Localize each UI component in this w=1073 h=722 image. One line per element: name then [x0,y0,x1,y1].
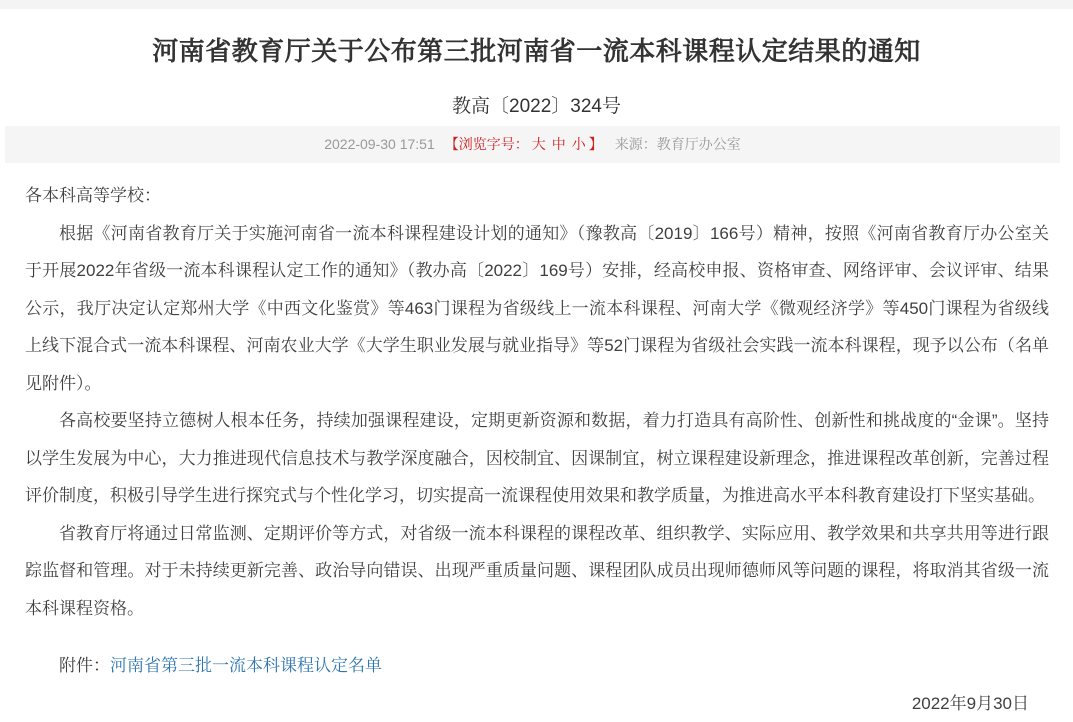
publish-datetime: 2022-09-30 17:51 [324,136,435,152]
attachment-link[interactable]: 河南省第三批一流本科课程认定名单 [110,656,382,675]
doc-number: 教高〔2022〕324号 [0,91,1073,118]
attachment-row [25,647,1049,685]
meta-bar [5,126,1060,163]
font-size-small-link[interactable]: 小 [572,136,586,152]
paragraph-2: 各高校要坚持立德树人根本任务，持续加强课程建设，定期更新资源和数据，着力打造具有高阶性、创新性和挑战度的“金课”。坚持以学生发展为中心，大力推进现代信息技术与教学深度融合，因校制宜、因课制宜，树立课程建设新理念，推进课程改革创新，完善过程评价制度，积极引导学生进行探究式与个性化学习，切实提高一流课程使用效果和教学质量，为推进高水平本科教育建设打下坚实基础。 [25,402,1049,515]
font-size-medium-link[interactable]: 中 [552,136,566,152]
paragraph-3: 省教育厅将通过日常监测、定期评价等方式，对省级一流本科课程的课程改革、组织教学、实际应用、教学效果和共享共用等进行跟踪监督和管理。对于未持续更新完善、政治导向错误、出现严重质量问题、课程团队成员出现师德师风等问题的课程，将取消其省级一流本科课程资格。 [25,515,1049,628]
font-size-bracket-close: 】 [589,136,603,152]
font-size-large-link[interactable]: 大 [532,136,546,152]
top-strip [0,0,1073,9]
font-size-control [445,136,603,152]
document-body [25,177,1049,722]
attachment-label: 附件： [59,656,110,675]
source-label: 来源：教育厅办公室 [615,136,741,152]
issue-date: 2022年9月30日 [25,685,1049,722]
salutation: 各本科高等学校： [25,177,1049,215]
font-size-label: 【浏览字号： [445,136,529,152]
paragraph-1: 根据《河南省教育厅关于实施河南省一流本科课程建设计划的通知》（豫教高〔2019〕166号）精神，按照《河南省教育厅办公室关于开展2022年省级一流本科课程认定工作的通知》（教办高〔2022〕169号）安排，经高校申报、资格审查、网络评审、会议评审、结果公示，我厅决定认定郑州大学《中西文化鉴赏》等463门课程为省级线上一流本科课程、河南大学《微观经济学》等450门课程为省级线上线下混合式一流本科课程、河南农业大学《大学生职业发展与就业指导》等52门课程为省级社会实践一流本科课程，现予以公布（名单见附件）。 [25,215,1049,403]
page-title: 河南省教育厅关于公布第三批河南省一流本科课程认定结果的通知 [0,34,1073,68]
